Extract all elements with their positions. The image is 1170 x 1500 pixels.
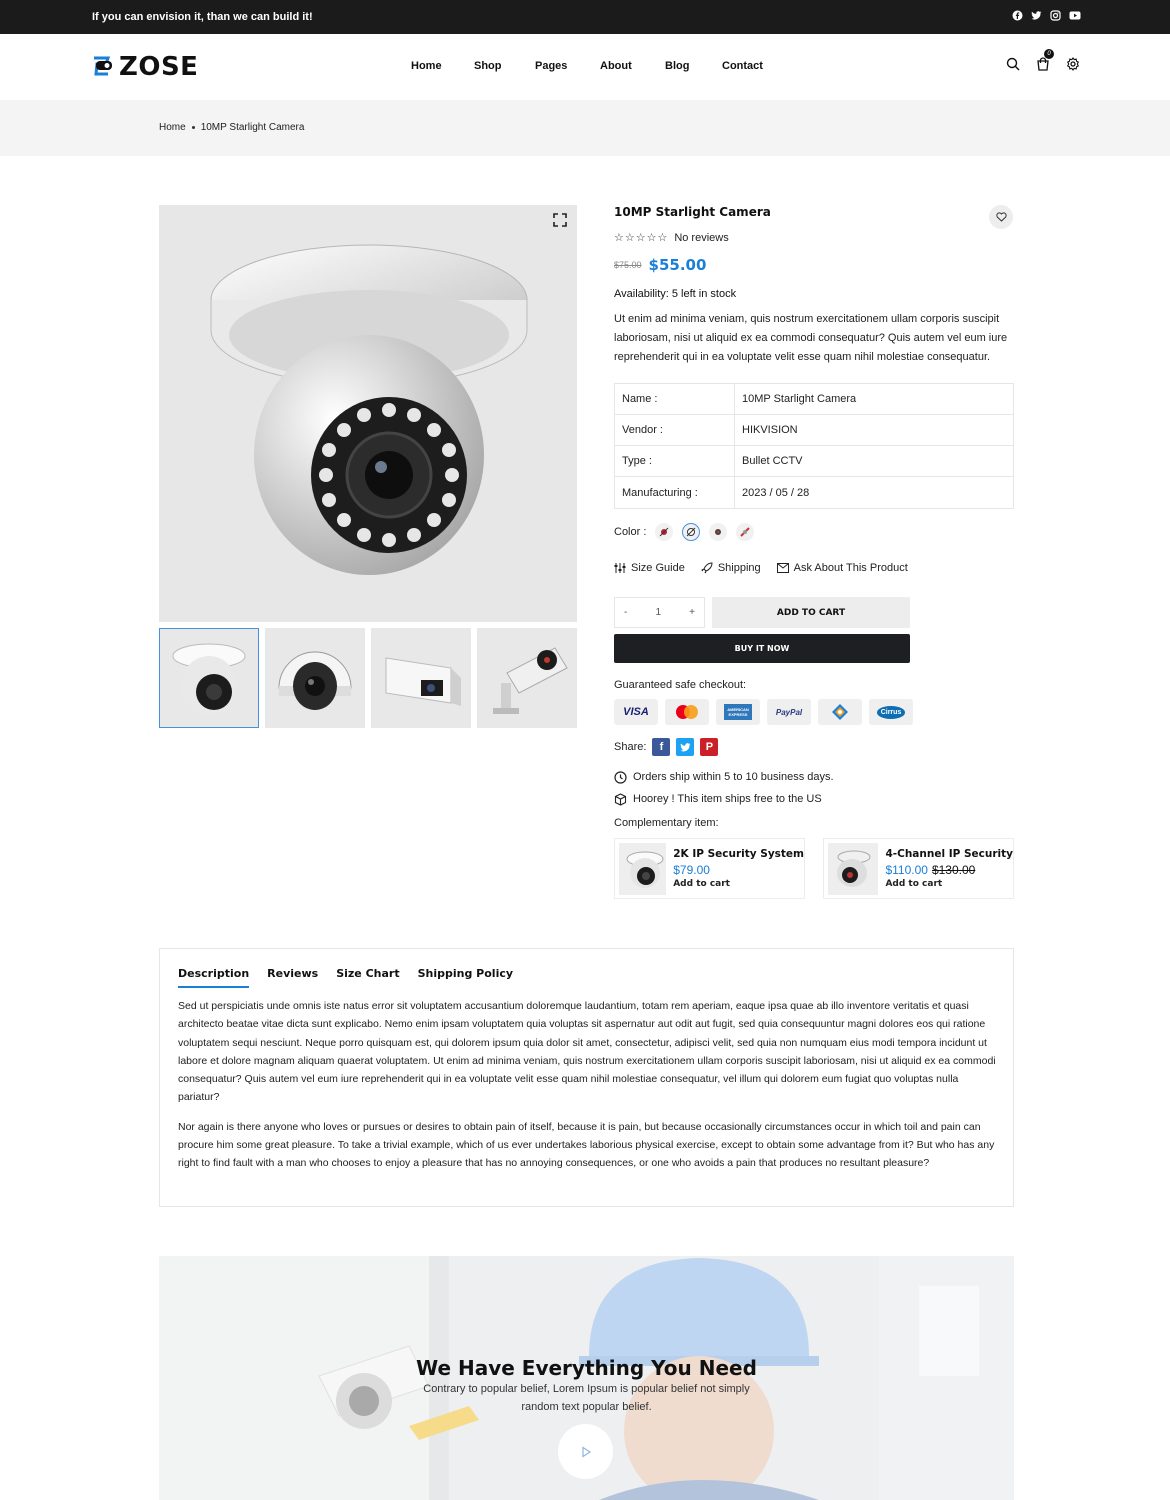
fullscreen-expand-icon[interactable] — [553, 213, 567, 227]
cirrus-icon: Cirrus — [869, 699, 913, 725]
nav-shop[interactable]: Shop — [474, 60, 502, 72]
product-main-image[interactable] — [159, 205, 577, 622]
product-title: 10MP Starlight Camera — [614, 205, 771, 219]
twitter-icon[interactable] — [1031, 10, 1042, 21]
buy-now-button[interactable]: BUY IT NOW — [614, 634, 910, 663]
amex-icon: AMERICAN EXPRESS — [716, 699, 760, 725]
nav-contact[interactable]: Contact — [722, 60, 763, 72]
product-price — [614, 256, 706, 274]
shipping-link[interactable] — [701, 562, 761, 574]
header-actions — [1006, 51, 1081, 72]
product-thumbnails — [159, 628, 577, 728]
tab-description[interactable]: Description — [178, 967, 249, 988]
tab-shipping-policy[interactable]: Shipping Policy — [417, 967, 514, 980]
heart-icon — [996, 212, 1007, 222]
envelope-icon — [777, 563, 789, 573]
complementary-add-to-cart[interactable]: Add to cart — [885, 879, 943, 889]
mastercard-icon — [665, 699, 709, 725]
facebook-icon[interactable] — [1012, 10, 1023, 21]
sliders-icon — [614, 562, 626, 574]
complementary-image — [828, 843, 878, 895]
color-swatch-4[interactable] — [736, 523, 754, 541]
spec-value: HIKVISION — [742, 424, 798, 436]
tab-content — [178, 997, 998, 1173]
color-swatch-2[interactable] — [682, 523, 700, 541]
complementary-old-price: $130.00 — [931, 863, 976, 877]
rocket-icon — [701, 562, 713, 574]
quantity-stepper — [614, 597, 705, 628]
add-to-cart-button[interactable]: ADD TO CART — [712, 597, 910, 628]
top-bar — [0, 0, 1170, 34]
spec-key: Type : — [615, 446, 735, 476]
thumbnail-4[interactable] — [477, 628, 577, 728]
spec-row — [615, 446, 1013, 477]
wishlist-button[interactable] — [989, 205, 1013, 229]
spec-row — [615, 384, 1013, 415]
ask-product-link[interactable] — [777, 562, 908, 574]
nav-pages[interactable]: Pages — [535, 60, 568, 72]
spec-key: Name : — [615, 384, 735, 414]
product-rating[interactable] — [614, 231, 729, 244]
tab-list — [178, 967, 513, 988]
complementary-price: $110.00 $130.00 — [885, 863, 976, 877]
shipping-notes — [614, 766, 834, 810]
complementary-name[interactable]: 2K IP Security System — [673, 848, 804, 860]
youtube-icon[interactable] — [1069, 10, 1080, 21]
thumbnail-3[interactable] — [371, 628, 471, 728]
spec-row — [615, 477, 1013, 508]
description-paragraph: Sed ut perspiciatis unde omnis iste natus error sit voluptatem accusantium doloremque laudantium, totam rem aperiam, eaque ipsa quae ab illo inventore veritatis et quasi architecto beatae vitae dicta sunt explicabo. Nemo enim ipsam voluptatem quia voluptas sit aspernatur aut odit aut fugit, sed quia consequuntur magni dolores eos qui ratione voluptatem sequi nesciunt. Neque porro quisquam est, qui dolorem ipsum quia dolor sit amet, consectetur, adipisci velit, sed quia non numquam eius modi tempora incidunt ut labore et dolore magnam aliquam quaerat voluptatem. Ut enim ad minima veniam, quis nostrum exercitationem ullam corporis suscipit laboriosam, nisi ut aliquid ex ea commodi consequatur? Quis autem vel eum iure reprehenderit qui in ea voluptate velit esse quam nihil molestiae consequatur, vel illum qui dolorem eum fugiat quo voluptas nulla pariatur? — [178, 1000, 996, 1104]
social-links — [1012, 10, 1080, 21]
current-price: $55.00 — [648, 256, 707, 274]
complementary-item[interactable] — [823, 838, 1014, 899]
tab-reviews[interactable]: Reviews — [267, 967, 319, 980]
complementary-name[interactable]: 4-Channel IP Security — [885, 848, 1013, 860]
cart-icon[interactable] — [1036, 51, 1051, 72]
thumbnail-1[interactable] — [159, 628, 259, 728]
note-text: Hoorey ! This item ships free to the US — [633, 793, 822, 805]
banner-heading: We Have Everything You Need — [416, 1356, 757, 1380]
complementary-item[interactable] — [614, 838, 805, 899]
breadcrumb-separator — [192, 126, 195, 129]
product-utility-links — [614, 562, 908, 574]
nav-blog[interactable]: Blog — [665, 60, 690, 72]
size-guide-link[interactable] — [614, 562, 685, 574]
logo-text: ZOSE — [119, 52, 199, 82]
logo-camera-icon — [91, 55, 117, 79]
share-facebook-icon[interactable]: f — [652, 738, 670, 756]
promo-banner — [159, 1256, 1014, 1500]
note-item — [614, 788, 834, 810]
color-label: Color : — [614, 526, 647, 538]
spec-row — [615, 415, 1013, 446]
product-tabs — [159, 948, 1014, 1207]
old-price: $75.00 — [614, 260, 642, 270]
spec-key: Vendor : — [615, 415, 735, 445]
size-guide-label: Size Guide — [631, 562, 685, 574]
spec-value: Bullet CCTV — [742, 455, 803, 467]
share-pinterest-icon[interactable]: P — [700, 738, 718, 756]
qty-value-input[interactable]: 1 — [655, 607, 662, 618]
dome-camera-image — [159, 205, 577, 622]
paypal-icon: PayPal — [767, 699, 811, 725]
product-short-description: Ut enim ad minima veniam, quis nostrum exercitationem ullam corporis suscipit laboriosam, nisi ut aliquid ex ea commodi consequatur? Quis autem vel eum iure reprehenderit qui in ea voluptate velit esse quam nihil molestiae consequatur. — [614, 313, 1008, 363]
site-logo[interactable] — [91, 54, 198, 80]
availability: Availability: 5 left in stock — [614, 288, 737, 300]
play-icon — [580, 1446, 592, 1458]
video-play-button[interactable] — [558, 1424, 613, 1479]
search-icon[interactable] — [1006, 57, 1021, 72]
note-item — [614, 766, 834, 788]
share-label: Share: — [614, 741, 647, 753]
qty-minus-button[interactable]: - — [624, 607, 628, 618]
rating-stars-icon: ☆☆☆☆☆ — [614, 232, 669, 244]
nav-about[interactable]: About — [600, 60, 632, 72]
product-specs-table — [614, 383, 1014, 509]
site-header — [0, 34, 1170, 100]
thumbnail-2[interactable] — [265, 628, 365, 728]
qty-plus-button[interactable]: + — [689, 607, 695, 618]
breadcrumb-current: 10MP Starlight Camera — [200, 122, 305, 133]
spec-key: Manufacturing : — [615, 477, 735, 508]
cart-count-badge: 0 — [1044, 49, 1054, 59]
tab-size-chart[interactable]: Size Chart — [336, 967, 400, 980]
nav-home[interactable]: Home — [411, 60, 442, 72]
color-swatch-1[interactable] — [655, 523, 673, 541]
payment-methods — [614, 699, 913, 725]
diners-icon — [818, 699, 862, 725]
complementary-image — [619, 843, 666, 895]
promo-text: If you can envision it, than we can build it! — [92, 11, 313, 23]
main-nav — [411, 60, 772, 72]
visa-icon: VISA — [614, 699, 658, 725]
breadcrumb-home[interactable]: Home — [159, 122, 186, 133]
breadcrumb-bar — [0, 100, 1170, 156]
share-twitter-icon[interactable] — [676, 738, 694, 756]
safe-checkout-label: Guaranteed safe checkout: — [614, 679, 747, 691]
color-selector — [614, 523, 754, 541]
reviews-count: No reviews — [674, 231, 729, 244]
ask-product-label: Ask About This Product — [793, 562, 908, 574]
complementary-add-to-cart[interactable]: Add to cart — [673, 879, 730, 889]
description-paragraph: Nor again is there anyone who loves or pursues or desires to obtain pain of itself, because it is pain, but because occasionally circumstances occur in which toil and pain can procure him some great pleasure. To take a trivial example, which of us ever undertakes laborious physical exercise, except to obtain some advantage from it? But who has any right to find fault with a man who chooses to enjoy a pleasure that has no annoying consequences, or one who avoids a pain that produces no resultant pleasure? — [178, 1120, 995, 1170]
complementary-label: Complementary item: — [614, 817, 719, 829]
shipping-label: Shipping — [717, 562, 761, 574]
spec-value: 2023 / 05 / 28 — [742, 486, 810, 499]
share-bar — [614, 738, 718, 756]
box-icon — [614, 793, 627, 806]
instagram-icon[interactable] — [1050, 10, 1061, 21]
breadcrumb — [159, 122, 304, 133]
complementary-price: $79.00 — [673, 863, 710, 877]
color-swatch-3[interactable] — [709, 523, 727, 541]
clock-icon — [614, 771, 627, 784]
spec-value: 10MP Starlight Camera — [742, 393, 857, 405]
banner-text: Contrary to popular belief, Lorem Ipsum is popular belief not simply random text popular belief. — [423, 1383, 750, 1413]
note-text: Orders ship within 5 to 10 business days. — [633, 771, 834, 783]
settings-gear-icon[interactable] — [1066, 57, 1081, 72]
